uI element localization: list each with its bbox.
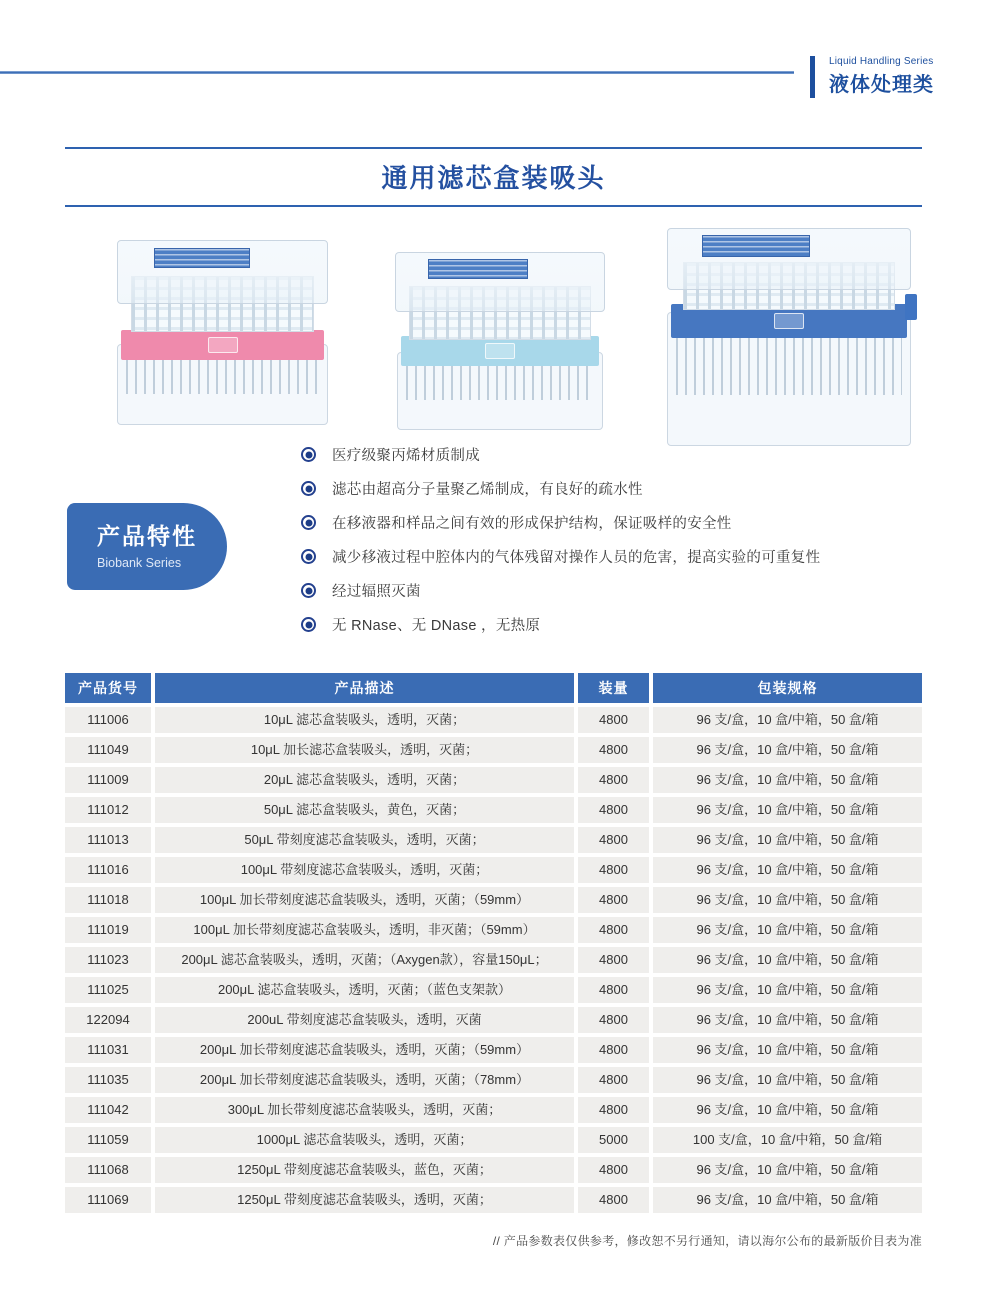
table-row-111025-col-description: 200μL 滤芯盒装吸头，透明，灭菌；（蓝色支架款） <box>155 977 574 1003</box>
feature-text: 在移液器和样品之间有效的形成保护结构，保证吸样的安全性 <box>332 516 732 532</box>
table-row-122094-col-description: 200uL 带刻度滤芯盒装吸头，透明，灭菌 <box>155 1007 574 1033</box>
feature-text: 滤芯由超高分子量聚乙烯制成，有良好的疏水性 <box>332 482 643 498</box>
table-row-111006-col-packaging: 96 支/盒，10 盒/中箱，50 盒/箱 <box>653 707 922 733</box>
table-row-111049-col-quantity: 4800 <box>578 737 649 763</box>
table-row-111059-col-quantity: 5000 <box>578 1127 649 1153</box>
features-badge-subtitle: Biobank Series <box>97 556 182 570</box>
header-rule-line <box>0 71 794 74</box>
table-row-111006-col-description: 10μL 滤芯盒装吸头，透明，灭菌； <box>155 707 574 733</box>
table-row-111013-col-quantity: 4800 <box>578 827 649 853</box>
table-row-111009-col-quantity: 4800 <box>578 767 649 793</box>
table-row-111059-col-product-no: 111059 <box>65 1127 151 1153</box>
product-label <box>154 248 250 268</box>
table-row-111016-col-description: 100μL 带刻度滤芯盒装吸头，透明，灭菌； <box>155 857 574 883</box>
table-row-111009-col-packaging: 96 支/盒，10 盒/中箱，50 盒/箱 <box>653 767 922 793</box>
feature-text: 无 RNase、无 DNase ，无热原 <box>332 618 541 634</box>
table-header-col-description: 产品描述 <box>155 673 574 703</box>
bullet-icon <box>301 583 316 598</box>
table-row-111013-col-packaging: 96 支/盒，10 盒/中箱，50 盒/箱 <box>653 827 922 853</box>
tip-rack-band <box>121 330 324 360</box>
table-row-111023-col-packaging: 96 支/盒，10 盒/中箱，50 盒/箱 <box>653 947 922 973</box>
table-body <box>65 707 922 1213</box>
bullet-icon <box>301 447 316 462</box>
table-row-111013-col-description: 50μL 带刻度滤芯盒装吸头，透明，灭菌； <box>155 827 574 853</box>
table-row-111006-col-quantity: 4800 <box>578 707 649 733</box>
series-name-en: Liquid Handling Series <box>829 56 934 67</box>
table-row-111012-col-description: 50μL 滤芯盒装吸头，黄色，灭菌； <box>155 797 574 823</box>
table-row-111068-col-description: 1250μL 带刻度滤芯盒装吸头，蓝色，灭菌； <box>155 1157 574 1183</box>
series-name-zh: 液体处理类 <box>829 74 934 96</box>
tip-box-latch <box>774 313 804 329</box>
table-row-111006-col-product-no: 111006 <box>65 707 151 733</box>
title-rule-bottom <box>65 205 922 207</box>
tip-box-lid <box>667 228 911 290</box>
product-features-badge <box>67 503 227 590</box>
table-row-111016-col-packaging: 96 支/盒，10 盒/中箱，50 盒/箱 <box>653 857 922 883</box>
feature-text: 经过辐照灭菌 <box>332 584 421 600</box>
feature-list <box>301 444 941 648</box>
tip-box-latch <box>208 337 238 353</box>
table-row-111042-col-product-no: 111042 <box>65 1097 151 1123</box>
table-row-111016-col-quantity: 4800 <box>578 857 649 883</box>
table-row-111009-col-product-no: 111009 <box>65 767 151 793</box>
table-row-111018-col-product-no: 111018 <box>65 887 151 913</box>
feature-item <box>301 478 941 499</box>
table-row-111019-col-product-no: 111019 <box>65 917 151 943</box>
feature-item <box>301 512 941 533</box>
table-row-111012-col-packaging: 96 支/盒，10 盒/中箱，50 盒/箱 <box>653 797 922 823</box>
page-title: 通用滤芯盒装吸头 <box>381 163 606 193</box>
table-header-col-quantity: 装量 <box>578 673 649 703</box>
product-table <box>65 673 922 1213</box>
table-row-111023-col-description: 200μL 滤芯盒装吸头，透明，灭菌；（Axygen款），容量150μL； <box>155 947 574 973</box>
feature-item <box>301 580 941 601</box>
table-row-111035-col-quantity: 4800 <box>578 1067 649 1093</box>
table-header-col-packaging: 包装规格 <box>653 673 922 703</box>
features-badge-title: 产品特性 <box>97 523 197 549</box>
table-row-111025-col-quantity: 4800 <box>578 977 649 1003</box>
brand-accent-bar <box>810 56 815 98</box>
table-row-111018-col-description: 100μL 加长带刻度滤芯盒装吸头，透明，灭菌；（59mm） <box>155 887 574 913</box>
table-row-111009-col-description: 20μL 滤芯盒装吸头，透明，灭菌； <box>155 767 574 793</box>
table-row-122094-col-quantity: 4800 <box>578 1007 649 1033</box>
feature-item <box>301 614 941 635</box>
product-label <box>428 259 528 279</box>
tip-box-lid <box>117 240 328 304</box>
table-row-111031-col-quantity: 4800 <box>578 1037 649 1063</box>
table-row-111025-col-product-no: 111025 <box>65 977 151 1003</box>
table-row-122094-col-product-no: 122094 <box>65 1007 151 1033</box>
table-row-111068-col-packaging: 96 支/盒，10 盒/中箱，50 盒/箱 <box>653 1157 922 1183</box>
brand-block <box>829 56 934 97</box>
table-row-111012-col-product-no: 111012 <box>65 797 151 823</box>
product-photo-pink-tip-box <box>105 240 340 425</box>
table-row-111035-col-description: 200μL 加长带刻度滤芯盒装吸头，透明，灭菌；（78mm） <box>155 1067 574 1093</box>
table-row-111042-col-quantity: 4800 <box>578 1097 649 1123</box>
tip-box-latch <box>485 343 515 359</box>
bullet-icon <box>301 515 316 530</box>
table-row-111035-col-packaging: 96 支/盒，10 盒/中箱，50 盒/箱 <box>653 1067 922 1093</box>
table-row-111012-col-quantity: 4800 <box>578 797 649 823</box>
table-row-111013-col-product-no: 111013 <box>65 827 151 853</box>
table-row-122094-col-packaging: 96 支/盒，10 盒/中箱，50 盒/箱 <box>653 1007 922 1033</box>
product-photo-cyan-tip-box <box>385 252 615 430</box>
title-block <box>65 147 922 207</box>
footnote: // 产品参数表仅供参考，修改恕不另行通知，请以海尔公布的最新版价目表为准 <box>492 1234 922 1248</box>
table-row-111049-col-description: 10μL 加长滤芯盒装吸头，透明，灭菌； <box>155 737 574 763</box>
table-row-111018-col-packaging: 96 支/盒，10 盒/中箱，50 盒/箱 <box>653 887 922 913</box>
table-row-111042-col-packaging: 96 支/盒，10 盒/中箱，50 盒/箱 <box>653 1097 922 1123</box>
feature-text: 减少移液过程中腔体内的气体残留对操作人员的危害，提高实验的可重复性 <box>332 550 821 566</box>
table-row-111042-col-description: 300μL 加长带刻度滤芯盒装吸头，透明，灭菌； <box>155 1097 574 1123</box>
table-row-111023-col-product-no: 111023 <box>65 947 151 973</box>
table-row-111035-col-product-no: 111035 <box>65 1067 151 1093</box>
table-row-111023-col-quantity: 4800 <box>578 947 649 973</box>
product-label <box>702 235 810 257</box>
product-images-row <box>65 228 925 450</box>
feature-text: 医疗级聚丙烯材质制成 <box>332 448 480 464</box>
table-row-111019-col-packaging: 96 支/盒，10 盒/中箱，50 盒/箱 <box>653 917 922 943</box>
table-row-111025-col-packaging: 96 支/盒，10 盒/中箱，50 盒/箱 <box>653 977 922 1003</box>
table-row-111059-col-description: 1000μL 滤芯盒装吸头，透明，灭菌； <box>155 1127 574 1153</box>
table-header-row <box>65 673 922 703</box>
table-row-111031-col-product-no: 111031 <box>65 1037 151 1063</box>
table-row-111031-col-packaging: 96 支/盒，10 盒/中箱，50 盒/箱 <box>653 1037 922 1063</box>
tip-rack-band <box>401 336 599 366</box>
table-row-111049-col-product-no: 111049 <box>65 737 151 763</box>
tip-box-lid <box>395 252 605 312</box>
table-row-111068-col-quantity: 4800 <box>578 1157 649 1183</box>
bullet-icon <box>301 617 316 632</box>
tip-box-side-clip <box>905 294 917 320</box>
table-row-111069-col-quantity: 4800 <box>578 1187 649 1213</box>
table-row-111069-col-description: 1250μL 带刻度滤芯盒装吸头，透明，灭菌； <box>155 1187 574 1213</box>
table-row-111059-col-packaging: 100 支/盒，10 盒/中箱，50 盒/箱 <box>653 1127 922 1153</box>
feature-item <box>301 546 941 567</box>
table-row-111031-col-description: 200μL 加长带刻度滤芯盒装吸头，透明，灭菌；（59mm） <box>155 1037 574 1063</box>
table-row-111019-col-description: 100μL 加长带刻度滤芯盒装吸头，透明，非灭菌；（59mm） <box>155 917 574 943</box>
table-row-111049-col-packaging: 96 支/盒，10 盒/中箱，50 盒/箱 <box>653 737 922 763</box>
table-row-111069-col-packaging: 96 支/盒，10 盒/中箱，50 盒/箱 <box>653 1187 922 1213</box>
table-row-111018-col-quantity: 4800 <box>578 887 649 913</box>
table-row-111016-col-product-no: 111016 <box>65 857 151 883</box>
bullet-icon <box>301 481 316 496</box>
table-row-111019-col-quantity: 4800 <box>578 917 649 943</box>
table-row-111069-col-product-no: 111069 <box>65 1187 151 1213</box>
feature-item <box>301 444 941 465</box>
product-photo-blue-long-tip-box <box>655 228 923 446</box>
bullet-icon <box>301 549 316 564</box>
table-header-col-product-no: 产品货号 <box>65 673 151 703</box>
table-row-111068-col-product-no: 111068 <box>65 1157 151 1183</box>
